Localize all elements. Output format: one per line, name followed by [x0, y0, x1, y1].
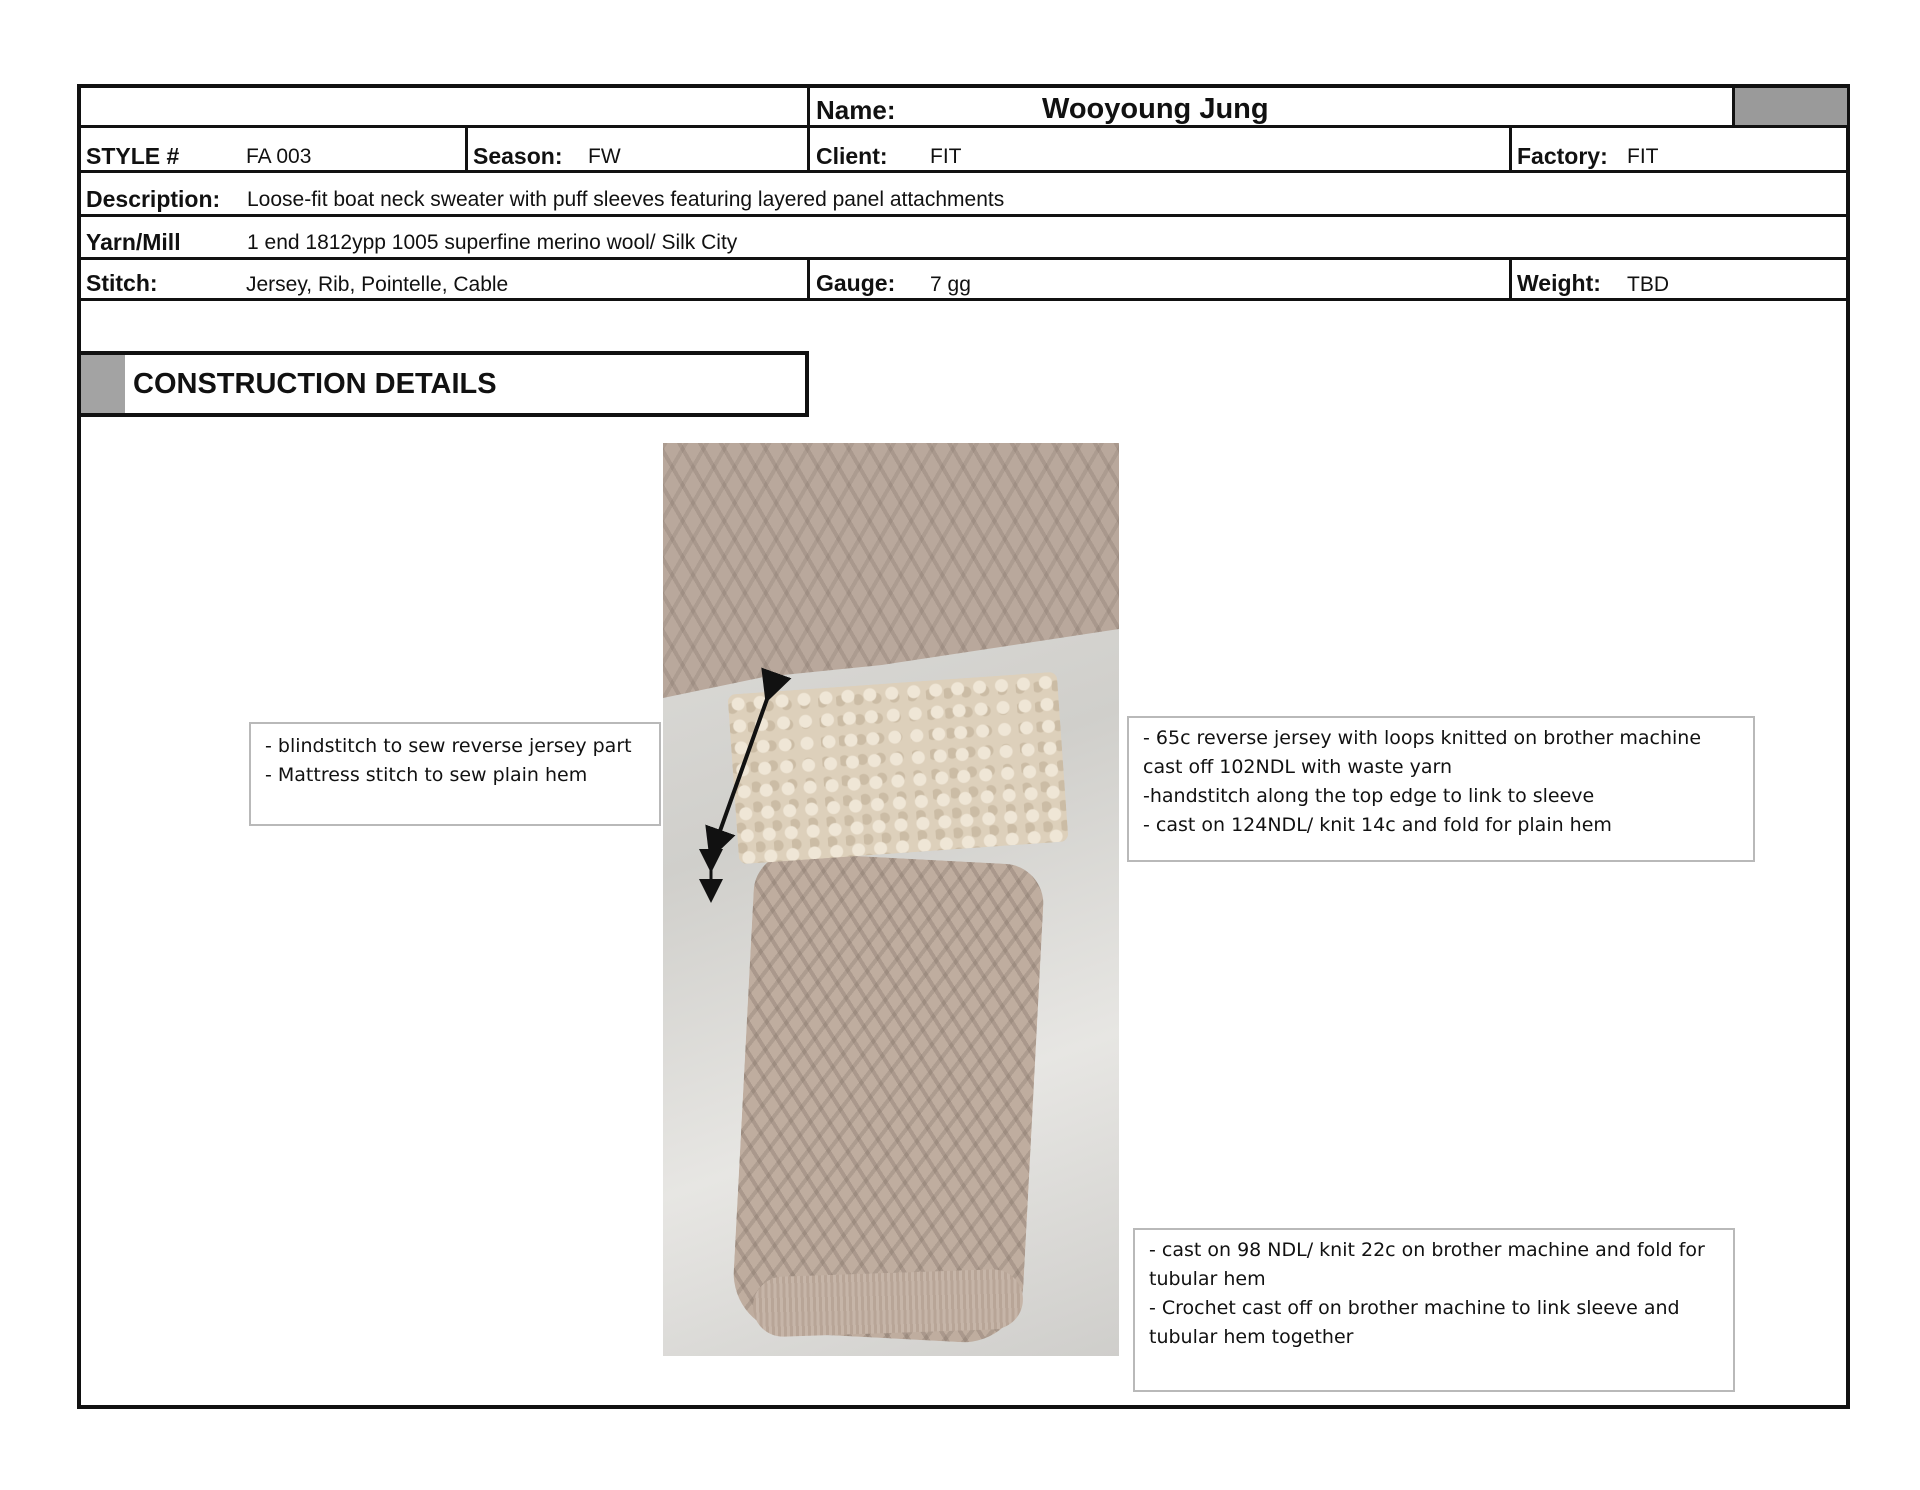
divider — [81, 125, 1846, 128]
note-line: - 65c reverse jersey with loops knitted on brother machine — [1143, 727, 1702, 749]
divider — [1509, 125, 1512, 171]
divider — [1509, 257, 1512, 299]
weight-label: Weight: — [1517, 270, 1601, 296]
note-right-bottom — [1133, 1228, 1735, 1392]
divider — [807, 257, 810, 299]
factory-label: Factory: — [1517, 143, 1608, 169]
divider — [81, 214, 1846, 217]
style-label: STYLE # — [86, 143, 180, 169]
note-line: -handstitch along the top edge to link to sleeve — [1143, 785, 1595, 807]
designer-name: Wooyoung Jung — [1042, 93, 1269, 125]
note-line: cast off 102NDL with waste yarn — [1143, 756, 1452, 778]
yarn-value: 1 end 1812ypp 1005 superfine merino wool/ Silk City — [247, 231, 738, 254]
header-gray-tab — [81, 355, 125, 413]
client-value: FIT — [930, 145, 962, 168]
style-value: FA 003 — [246, 145, 312, 168]
stitch-value: Jersey, Rib, Pointelle, Cable — [246, 273, 509, 296]
construction-details-header — [81, 351, 809, 417]
description-label: Description: — [86, 186, 221, 212]
name-label: Name: — [816, 95, 896, 125]
season-label: Season: — [473, 143, 563, 169]
note-line: - Crochet cast off on brother machine to link sleeve and — [1149, 1297, 1680, 1319]
divider — [81, 170, 1846, 173]
garment-photo — [663, 443, 1119, 1356]
divider — [81, 257, 1846, 260]
divider — [807, 125, 810, 171]
note-left — [249, 722, 661, 826]
note-line: - cast on 124NDL/ knit 14c and fold for plain hem — [1143, 814, 1612, 836]
note-line: - blindstitch to sew reverse jersey part — [265, 735, 632, 757]
note-line: - Mattress stitch to sew plain hem — [265, 764, 588, 786]
section-title: CONSTRUCTION DETAILS — [133, 368, 497, 400]
note-line: - cast on 98 NDL/ knit 22c on brother machine and fold for — [1149, 1239, 1705, 1261]
gauge-value: 7 gg — [930, 273, 971, 296]
divider — [81, 298, 1846, 301]
divider — [807, 88, 810, 128]
yarn-label: Yarn/Mill — [86, 229, 181, 255]
description-value: Loose-fit boat neck sweater with puff sleeves featuring layered panel attachments — [247, 188, 1005, 211]
measurement-arrows — [663, 443, 1119, 1356]
panel-length-arrow — [715, 688, 771, 845]
season-value: FW — [588, 145, 621, 168]
note-line: tubular hem together — [1149, 1326, 1354, 1348]
stitch-label: Stitch: — [86, 270, 158, 296]
divider — [465, 125, 468, 171]
gauge-label: Gauge: — [816, 270, 896, 296]
weight-value: TBD — [1627, 273, 1669, 296]
client-label: Client: — [816, 143, 888, 169]
note-right-top — [1127, 716, 1755, 862]
tech-pack-sheet — [77, 84, 1850, 1409]
factory-value: FIT — [1627, 145, 1659, 168]
note-line: tubular hem — [1149, 1268, 1266, 1290]
header-gray-block — [1735, 88, 1847, 125]
